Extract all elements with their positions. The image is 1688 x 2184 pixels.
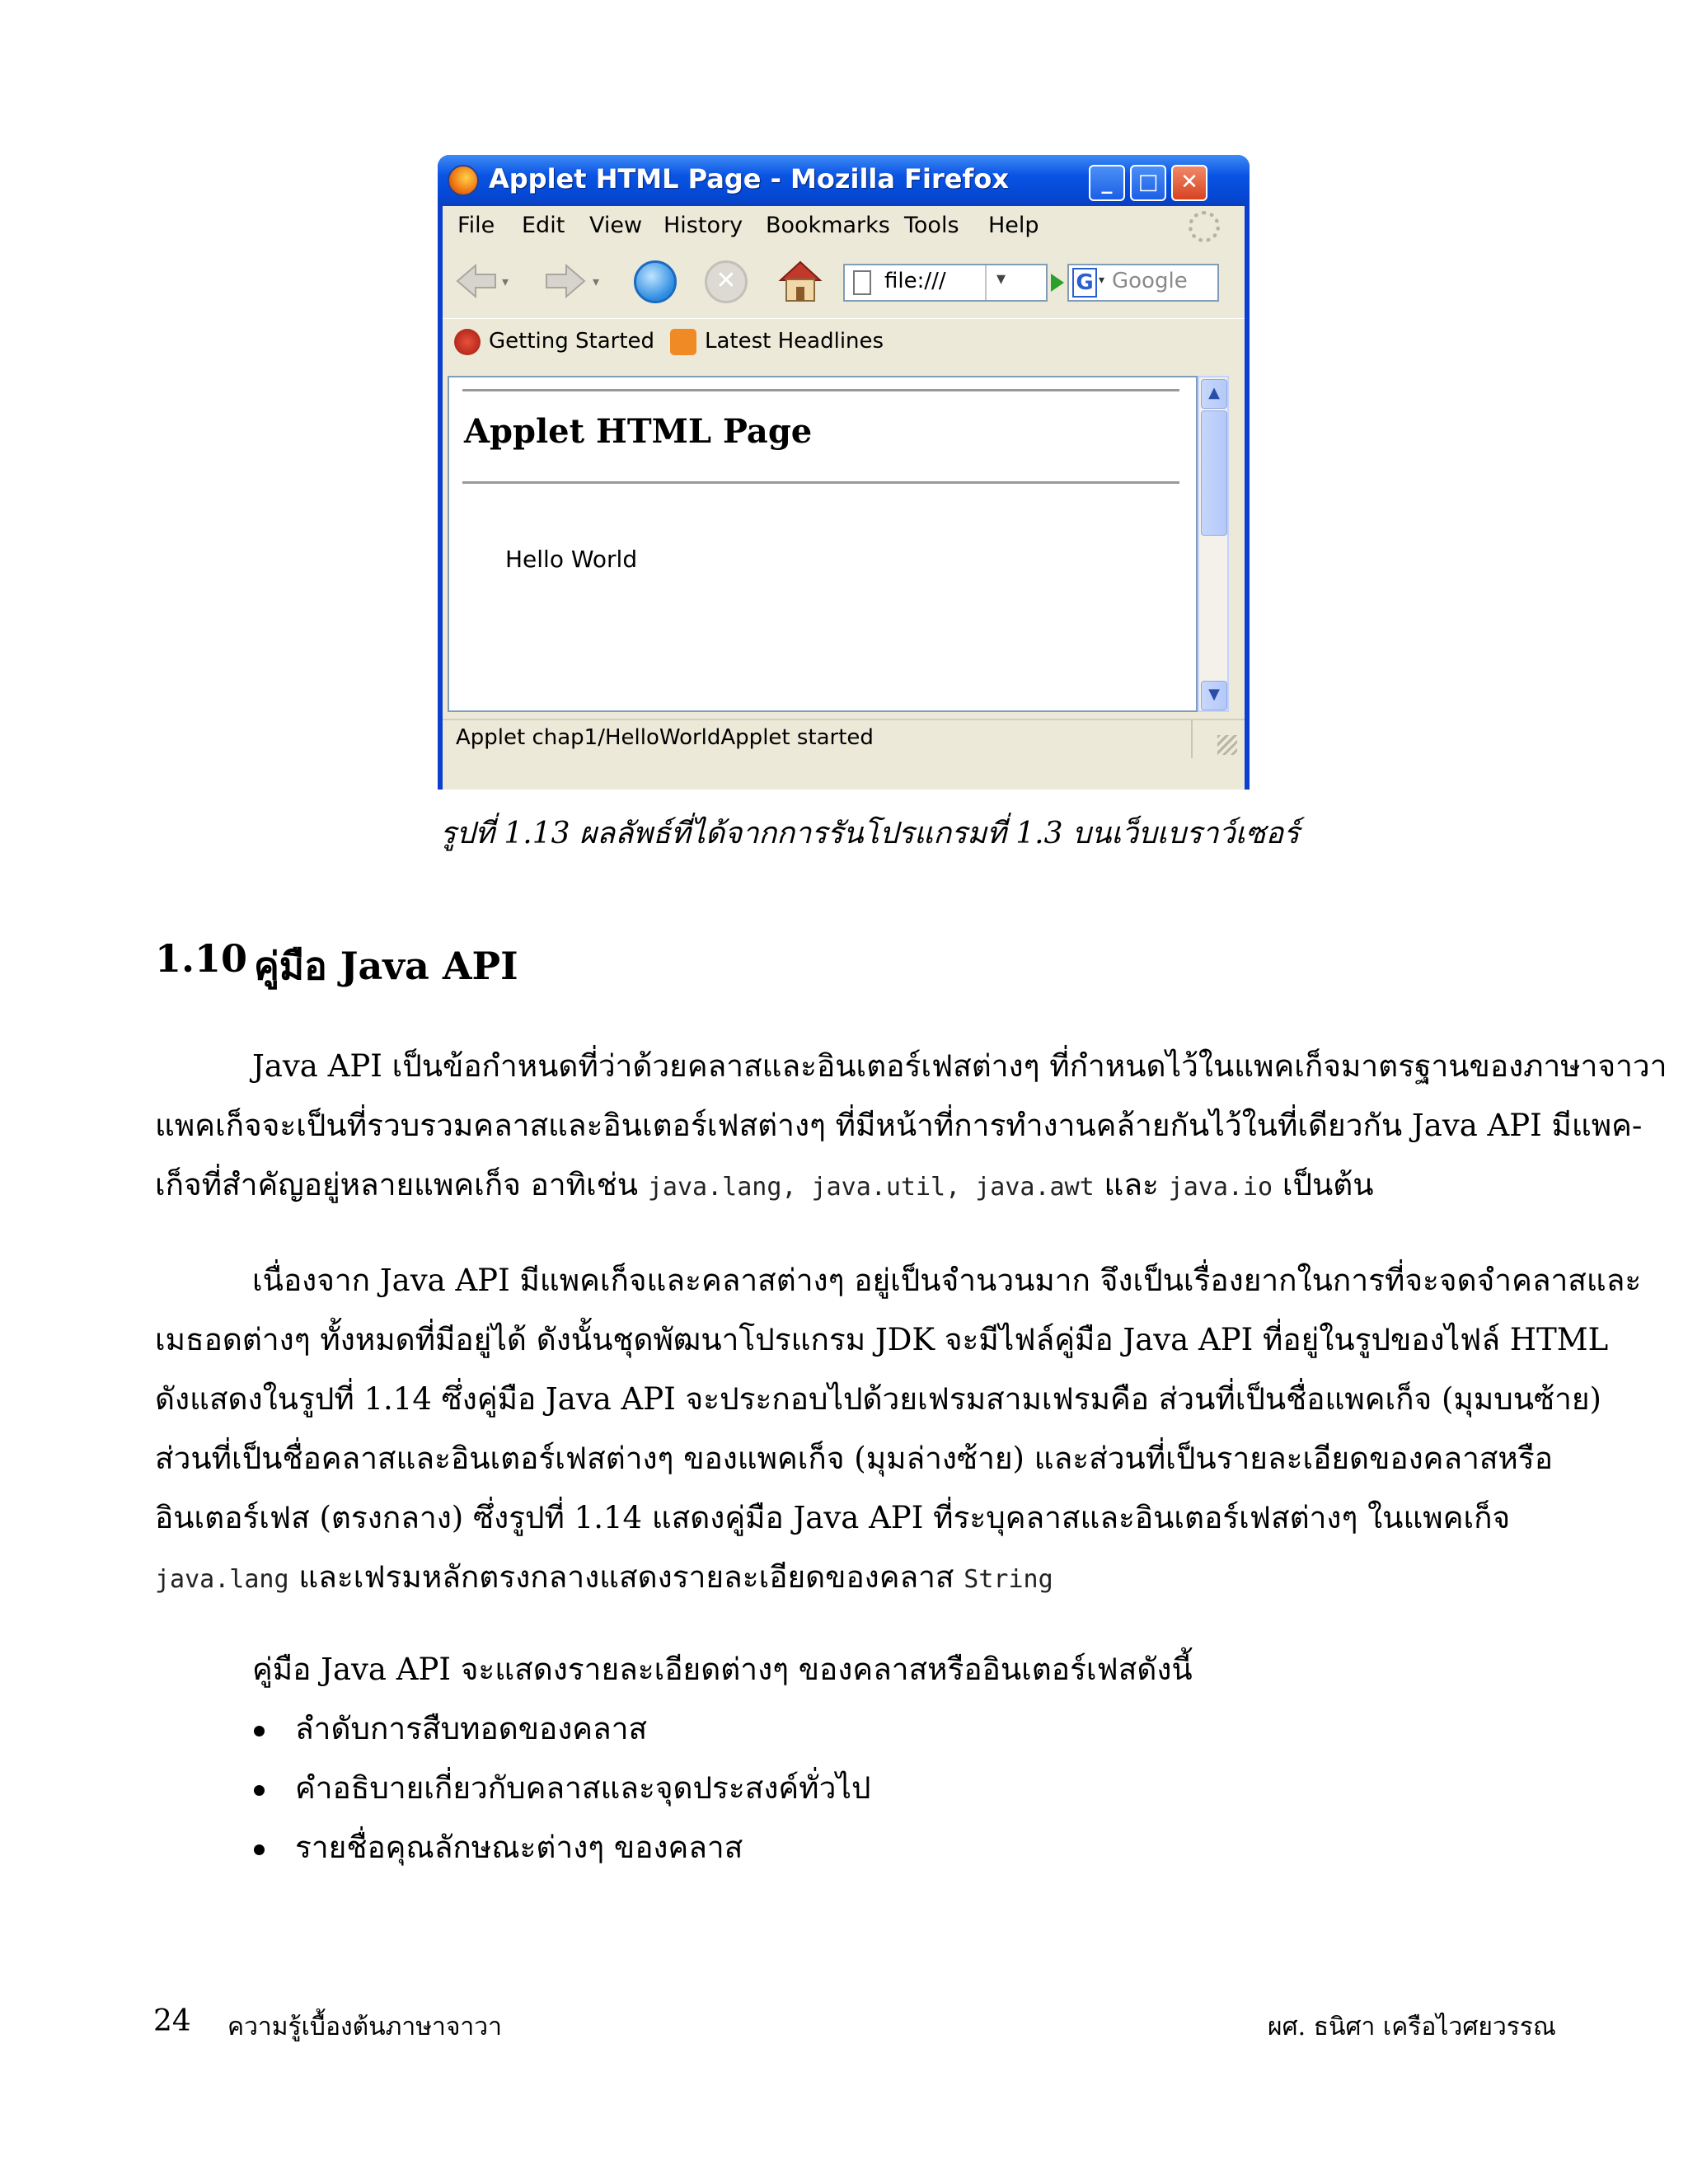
para3: คู่มือ Java API จะแสดงรายละเอียดต่างๆ ของคลาสหรืออินเตอร์เฟสดังนี้ xyxy=(252,1652,1193,1687)
menu-bookmarks[interactable]: Bookmarks xyxy=(766,213,890,238)
para1-line3-text: เก็จที่สำคัญอยู่หลายแพคเก็จ อาทิเช่น xyxy=(155,1167,648,1202)
search-engine-icon[interactable]: G xyxy=(1072,268,1097,298)
section-title: คู่มือ Java API xyxy=(254,944,518,988)
page-number: 24 xyxy=(153,2004,191,2038)
home-icon[interactable] xyxy=(777,259,823,303)
para1-line1: Java API เป็นข้อกำหนดที่ว่าด้วยคลาสและอินเตอร์เฟสต่างๆ ที่กำหนดไว้ในแพคเก็จมาตรฐานของภาษาจาวา xyxy=(252,1048,1667,1084)
para2-line1: เนื่องจาก Java API มีแพคเก็จและคลาสต่างๆ อยู่เป็นจำนวนมาก จึงเป็นเรื่องยากในการที่จะจดจำคลาสและ xyxy=(252,1263,1642,1298)
status-divider xyxy=(1191,720,1193,758)
browser-chrome xyxy=(443,206,1245,790)
url-text: file:/// xyxy=(884,269,946,293)
para2-line4: ส่วนที่เป็นชื่อคลาสและอินเตอร์เฟสต่างๆ ของแพคเก็จ (มุมล่างซ้าย) และส่วนที่เป็นรายละเอียดของคลาสหรือ xyxy=(155,1441,1553,1476)
url-divider xyxy=(985,265,987,300)
menu-history[interactable]: History xyxy=(663,213,743,238)
title-bar xyxy=(438,155,1250,206)
menu-edit[interactable]: Edit xyxy=(522,213,565,238)
url-dropdown-icon[interactable]: ▾ xyxy=(996,269,1006,289)
page-content xyxy=(448,376,1198,712)
menu-view[interactable]: View xyxy=(589,213,643,238)
bullet-icon xyxy=(254,1844,265,1855)
close-button[interactable]: ✕ xyxy=(1171,165,1207,201)
para1-line3-end: เป็นต้น xyxy=(1273,1167,1374,1202)
bullet-item-2: คำอธิบายเกี่ยวกับคลาสและจุดประสงค์ทั่วไป xyxy=(295,1770,871,1806)
search-placeholder: Google xyxy=(1112,269,1188,293)
menu-bar xyxy=(443,206,1245,246)
getting-started-icon xyxy=(454,329,481,355)
url-bar[interactable] xyxy=(843,264,1048,302)
menu-file[interactable]: File xyxy=(457,213,495,238)
bullet-icon xyxy=(254,1726,265,1736)
para1-line2: แพคเก็จจะเป็นที่รวบรวมคลาสและอินเตอร์เฟสต่างๆ ที่มีหน้าที่การทำงานคล้ายกันไว้ในที่เดียวกัน Java API มีแพค- xyxy=(155,1108,1643,1143)
figure-caption: รูปที่ 1.13 ผลลัพธ์ที่ได้จากการรันโปรแกรมที่ 1.3 บนเว็บเบราว์เซอร์ xyxy=(440,817,1300,851)
bookmark-getting-started[interactable]: Getting Started xyxy=(489,329,655,354)
para2-line6 xyxy=(155,1553,1053,1601)
horizontal-rule-2 xyxy=(462,481,1179,484)
maximize-button[interactable]: □ xyxy=(1130,165,1166,201)
menu-help[interactable]: Help xyxy=(988,213,1039,238)
code-packages: java.lang, java.util, java.awt xyxy=(647,1173,1095,1202)
para1-and: และ xyxy=(1094,1167,1169,1202)
bookmarks-toolbar xyxy=(443,318,1245,367)
status-bar xyxy=(443,719,1245,760)
reload-icon[interactable] xyxy=(634,260,677,303)
bullet-icon xyxy=(254,1785,265,1796)
para2-line6-text: และเฟรมหลักตรงกลางแสดงรายละเอียดของคลาส xyxy=(288,1559,964,1595)
code-string: String xyxy=(964,1565,1053,1594)
forward-arrow-icon[interactable] xyxy=(543,262,588,300)
page-heading: Applet HTML Page xyxy=(464,412,813,451)
window-title: Applet HTML Page - Mozilla Firefox xyxy=(489,163,1009,194)
para2-line5: อินเตอร์เฟส (ตรงกลาง) ซึ่งรูปที่ 1.14 แสดงคู่มือ Java API ที่ระบุคลาสและอินเตอร์เฟสต่างๆ ในแพคเก็จ xyxy=(155,1500,1511,1535)
code-java-io: java.io xyxy=(1168,1173,1273,1202)
bullet-item-3: รายชื่อคุณลักษณะต่างๆ ของคลาส xyxy=(295,1830,743,1865)
browser-window-screenshot xyxy=(438,155,1250,790)
para2-line3: ดังแสดงในรูปที่ 1.14 ซึ่งคู่มือ Java API จะประกอบไปด้วยเฟรมสามเฟรมคือ ส่วนที่เป็นชื่อแพคเก็จ (มุมบนซ้าย) xyxy=(155,1381,1601,1417)
firefox-logo-icon xyxy=(448,165,479,196)
resize-grip-icon[interactable] xyxy=(1217,735,1237,755)
bookmark-latest-headlines[interactable]: Latest Headlines xyxy=(705,329,884,354)
stop-icon[interactable]: ✕ xyxy=(705,260,748,303)
horizontal-rule xyxy=(462,389,1179,391)
scroll-up-icon[interactable]: ▲ xyxy=(1201,379,1227,409)
search-engine-dropdown-icon[interactable]: ▾ xyxy=(1099,274,1105,287)
applet-output: Hello World xyxy=(505,546,638,573)
forward-dropdown-icon[interactable]: ▾ xyxy=(593,274,600,289)
code-java-lang: java.lang xyxy=(155,1565,289,1594)
go-arrow-icon[interactable] xyxy=(1048,264,1066,302)
page-icon xyxy=(853,270,871,295)
vertical-scrollbar[interactable] xyxy=(1198,376,1229,712)
search-box[interactable] xyxy=(1067,264,1219,302)
rss-icon xyxy=(670,329,696,355)
footer-book-title: ความรู้เบื้องต้นภาษาจาวา xyxy=(227,2013,502,2041)
throbber-icon xyxy=(1189,211,1220,242)
para1-line3 xyxy=(155,1160,1374,1209)
minimize-button[interactable]: _ xyxy=(1089,165,1125,201)
bullet-item-1: ลำดับการสืบทอดของคลาส xyxy=(295,1711,648,1746)
footer-author: ผศ. ธนิศา เครือไวศยวรรณ xyxy=(1268,2013,1556,2041)
status-text: Applet chap1/HelloWorldApplet started xyxy=(456,725,874,750)
back-dropdown-icon[interactable]: ▾ xyxy=(502,274,509,289)
back-arrow-icon[interactable] xyxy=(454,262,499,300)
scroll-thumb[interactable] xyxy=(1201,410,1227,536)
section-number: 1.10 xyxy=(155,936,248,981)
para2-line2: เมธอดต่างๆ ทั้งหมดที่มีอยู่ได้ ดังนั้นชุดพัฒนาโปรแกรม JDK จะมีไฟล์คู่มือ Java API ที่อยู่ในรูปของไฟล์ HTML xyxy=(155,1322,1609,1357)
menu-tools[interactable]: Tools xyxy=(904,213,959,238)
scroll-down-icon[interactable]: ▼ xyxy=(1201,681,1227,710)
navigation-toolbar xyxy=(443,249,1245,315)
